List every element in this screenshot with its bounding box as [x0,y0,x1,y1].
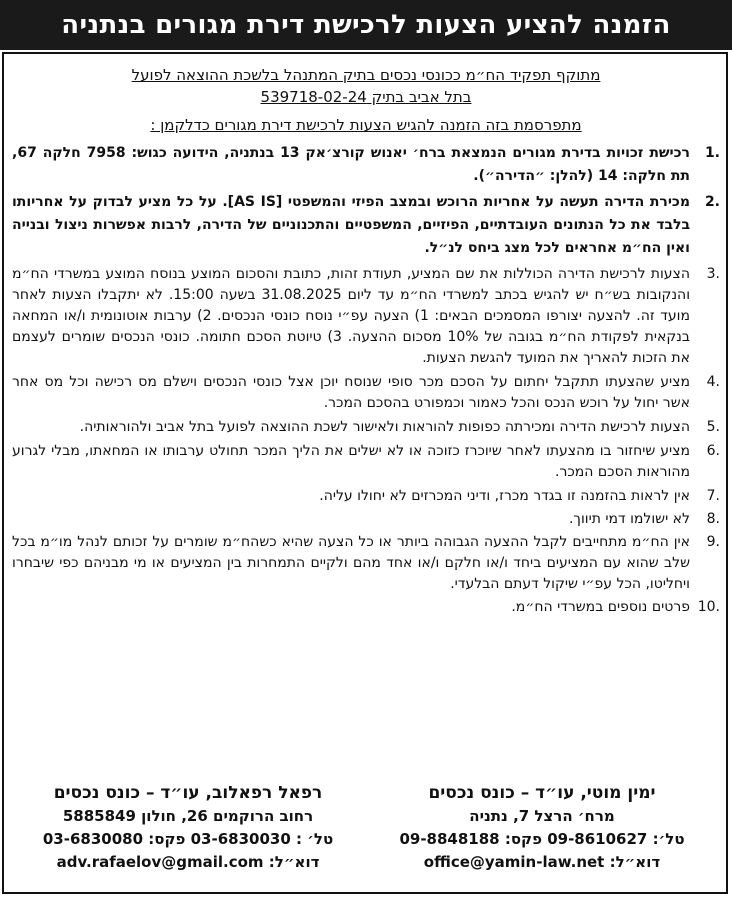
item-number: 8. [706,511,720,527]
list-item [12,441,724,483]
item-number: 1. [704,145,720,161]
receiver-name: ימין מוטי, עו״ד – כונס נכסים [428,783,656,803]
email-address[interactable]: adv.rafaelov@gmail.com [56,853,264,871]
phone-number: 03-6830030 [190,830,291,848]
list-item [12,509,724,530]
item-text: מציע שיחזור בו מהצעתו לאחר שיוכרז כזוכה או לא ישלים את הליך המכר תחולט ערבותו או המחאתו, מבלי לגרוע מהוראות הסכם המכר. [12,443,690,480]
item-number: 7. [706,488,720,504]
phone-number: 09-8610627 [547,830,648,848]
item-text: לא ישולמו דמי תיווך. [568,511,690,527]
receiver-phones [18,828,358,851]
item-text: הצעות לרכישת הדירה ומכירתה כפופות להוראות ולאישור לשכת ההוצאה לפועל בתל אביב ולהוראותיה. [79,419,690,435]
header-line-2: בתל אביב בתיק 539718-02-24 [260,88,472,106]
item-number: 5. [706,419,720,435]
item-text: מכירת הדירה תעשה על אחריות הרוכש ובמצב הפיזי והמשפטי [AS IS]. על כל מציע לבדוק על אחריותו בלבד את כל הנתונים העובדתיים, הפיזיים, המשפטיים והתכנוניים של הדירה, לרבות אפשרות ניצול ובנייה ואין הח״מ אחראים לכל מצג ביחס לנ״ל. [12,194,690,256]
item-number: 9. [706,534,720,550]
list-item [12,417,724,438]
item-number: 2. [704,194,720,210]
receiver-address: מרח׳ הרצל 7, נתניה [469,807,615,825]
item-text: אין לראות בהזמנה זו בגדר מכרז, ודיני המכרזים לא יחולו עליה. [319,488,690,504]
list-item [12,191,724,260]
item-number: 6. [706,443,720,459]
item-text: רכישת זכויות בדירת מגורים הנמצאת ברח׳ יאנוש קורצ׳אק 13 בנתניה, הידועה כגוש: 7958 חלקה 67, תת חלקה: 14 (להלן: ״הדירה״). [12,145,690,184]
items-list [12,142,724,618]
list-item [12,142,724,188]
email-label: דוא״ל: [609,853,661,871]
signature-block-left [18,782,358,874]
list-item [12,264,724,369]
list-item [12,597,724,618]
receiver-email-line [18,851,358,874]
fax-number: 09-8848188 [399,830,500,848]
item-text: מציע שהצעתו תתקבל יחתום על הסכם מכר סופי שנוסח יוכן אצל כונסי הנכסים וישלם מס רכישה וכל מס אחר אשר יחול על רוכש הנכס והכל כאמור וכמפורט בהסכם המכר. [12,374,690,411]
list-item [12,486,724,507]
signature-block-right [372,782,712,874]
item-number: 10. [697,599,720,615]
email-address[interactable]: office@yamin-law.net [423,853,605,871]
page-title: הזמנה להציע הצעות לרכישת דירת מגורים בנתניה [0,0,732,50]
email-label: דוא״ל: [268,853,320,871]
header-line-3: מתפרסמת בזה הזמנה להגיש הצעות לרכישת דירת מגורים כדלקמן : [150,116,582,134]
list-item [12,532,724,595]
item-number: 3. [706,266,720,282]
item-text: הצעות לרכישת הדירה הכוללות את שם המציע, תעודת זהות, כתובת והסכום המוצע בנוסח המוצע במשרדי הח״מ והנקובות בש״ח יש להגיש בכתב למשרדי הח״מ עד ליום 31.08.2025 בשעה 15:00. לא יתקבלו הצעות לאחר מועד זה. להצעה יצורפו המסמכים הבאים: 1) הצעה עפ״י נוסח כונסי הנכסים. 2) ערבות אוטונומית ו/או המחאה בנקאית לפקודת הח״מ בגובה של 10% מסכום ההצעה. 3) טיוטת הסכם חתומה. כונסי הנכסים שומרים לעצמם את הזכות להאריך את המועד להגשת הצעות. [12,266,691,366]
receiver-name: רפאל רפאלוב, עו״ד – כונס נכסים [53,783,323,803]
item-number: 4. [706,374,720,390]
header-line-1: מתוקף תפקיד הח״מ ככונסי נכסים בתיק המתנהל בלשכת ההוצאה לפועל [131,66,601,84]
item-text: אין הח״מ מתחייבים לקבל ההצעה הגבוהה ביותר או כל הצעה שהיא כשהח״מ שומרים על זכותם לנהל מו״מ בכל שלב שהוא עם המציעים ביחד ו/או חלקם ו/או אחד מהם ולקיים התמחרות בין המציעים או מי מבניהם כפי שיבחרו ויחליטו, הכל עפ״י שיקול דעתם הבלעדי. [12,534,690,592]
phone-label: טל׳: [652,830,685,848]
list-item [12,372,724,414]
phone-label: טל׳ : [296,830,334,848]
receiver-address: רחוב הרוקמים 26, חולון 5885849 [62,807,314,825]
fax-label: פקס: [148,830,186,848]
receiver-phones [372,828,712,851]
receiver-email-line [372,851,712,874]
fax-label: פקס: [504,830,542,848]
item-text: פרטים נוספים במשרדי הח״מ. [511,599,690,615]
fax-number: 03-6830080 [42,830,144,848]
